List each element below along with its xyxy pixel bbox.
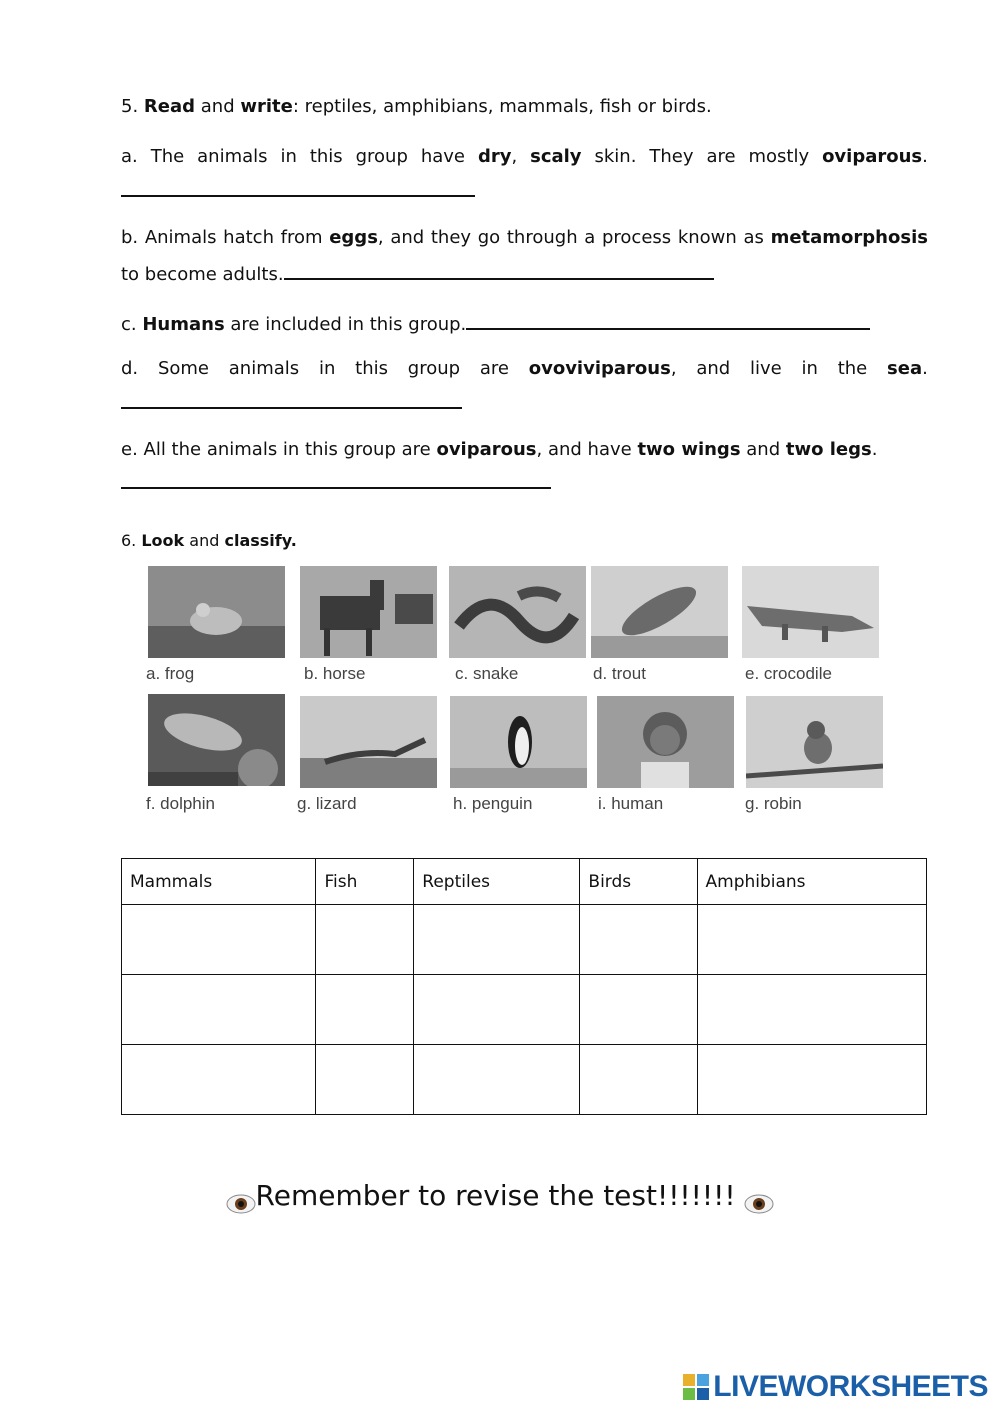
word: skin. bbox=[594, 146, 637, 167]
word: The bbox=[150, 146, 185, 167]
word: a. bbox=[121, 146, 138, 167]
question-number: 6. bbox=[121, 531, 137, 550]
table-cell[interactable] bbox=[580, 905, 697, 975]
table-cell[interactable] bbox=[122, 1045, 316, 1115]
table-cell[interactable] bbox=[697, 1045, 927, 1115]
snake-photo bbox=[449, 566, 586, 658]
answer-blank-c[interactable] bbox=[466, 308, 870, 330]
word: in bbox=[318, 358, 336, 379]
word: Animals bbox=[144, 227, 217, 248]
word: the bbox=[837, 358, 868, 379]
question-text: are included in this group. bbox=[224, 314, 467, 335]
keyword-two-wings: two wings bbox=[637, 439, 741, 460]
question-5e bbox=[121, 438, 877, 462]
trout-photo bbox=[591, 566, 728, 658]
instruction-and: and bbox=[200, 96, 235, 117]
table-cell[interactable] bbox=[580, 1045, 697, 1115]
table-cell[interactable] bbox=[316, 1045, 414, 1115]
question-number: 5. bbox=[121, 96, 139, 117]
keyword-ovoviviparous: ovoviviparous bbox=[528, 358, 671, 379]
word: group bbox=[407, 358, 461, 379]
instruction-and: and bbox=[189, 531, 220, 550]
table-cell[interactable] bbox=[316, 975, 414, 1045]
instruction-write: write bbox=[240, 96, 293, 117]
question-5a bbox=[121, 145, 928, 169]
word: . bbox=[922, 358, 928, 379]
instruction-look: Look bbox=[141, 531, 185, 550]
animal-caption: i. human bbox=[598, 794, 664, 813]
table-header-mammals: Mammals bbox=[122, 859, 316, 905]
word: live bbox=[749, 358, 782, 379]
question-5b bbox=[121, 226, 928, 250]
word: b. bbox=[121, 227, 139, 248]
question-text: . bbox=[871, 439, 878, 460]
question-text: and bbox=[740, 439, 786, 460]
question-5d bbox=[121, 357, 928, 381]
dolphin-photo bbox=[148, 694, 285, 786]
word: animals bbox=[197, 146, 268, 167]
word: , bbox=[670, 358, 677, 379]
animal-caption: b. horse bbox=[304, 664, 366, 683]
frog-photo bbox=[148, 566, 285, 658]
word: and bbox=[696, 358, 731, 379]
question-5b-line2 bbox=[121, 258, 714, 287]
animal-caption: g. lizard bbox=[297, 794, 357, 813]
table-header-reptiles: Reptiles bbox=[414, 859, 580, 905]
animal-caption: c. snake bbox=[455, 664, 519, 683]
table-row bbox=[122, 975, 927, 1045]
reminder-text: Remember to revise the test!!!!!!! bbox=[255, 1179, 736, 1212]
word: mostly bbox=[748, 146, 810, 167]
word: are bbox=[479, 358, 509, 379]
animal-caption: h. penguin bbox=[453, 794, 533, 813]
answer-blank-e[interactable] bbox=[121, 487, 551, 489]
word: go bbox=[477, 227, 501, 248]
eye-icon bbox=[744, 1186, 774, 1208]
answer-blank-d[interactable] bbox=[121, 407, 462, 409]
word: Some bbox=[157, 358, 209, 379]
penguin-photo bbox=[450, 696, 587, 788]
animal-caption: g. robin bbox=[745, 794, 802, 813]
table-cell[interactable] bbox=[414, 975, 580, 1045]
keyword-metamorphosis: metamorphosis bbox=[770, 227, 928, 248]
instruction-options: : reptiles, amphibians, mammals, fish or birds. bbox=[292, 96, 712, 117]
reminder-line bbox=[0, 1176, 1000, 1216]
table-cell[interactable] bbox=[580, 975, 697, 1045]
word: hatch bbox=[223, 227, 274, 248]
word: have bbox=[420, 146, 465, 167]
table-header-fish: Fish bbox=[316, 859, 414, 905]
table-row bbox=[122, 1045, 927, 1115]
instruction-classify: classify. bbox=[224, 531, 297, 550]
question-text: , and have bbox=[536, 439, 638, 460]
word: they bbox=[430, 227, 472, 248]
animal-caption: a. frog bbox=[146, 664, 195, 683]
instruction-read: Read bbox=[143, 96, 196, 117]
word: . bbox=[922, 146, 928, 167]
word: this bbox=[355, 358, 388, 379]
word: through bbox=[506, 227, 578, 248]
word: and bbox=[390, 227, 425, 248]
question-6-heading bbox=[121, 530, 297, 552]
keyword-sea: sea bbox=[887, 358, 923, 379]
keyword-two-legs: two legs bbox=[785, 439, 872, 460]
table-cell[interactable] bbox=[122, 905, 316, 975]
table-cell[interactable] bbox=[697, 905, 927, 975]
question-text: to become adults. bbox=[121, 264, 284, 285]
table-cell[interactable] bbox=[697, 975, 927, 1045]
table-cell[interactable] bbox=[414, 905, 580, 975]
table-header-row bbox=[122, 859, 927, 905]
human-photo bbox=[597, 696, 734, 788]
answer-blank-b[interactable] bbox=[284, 258, 714, 280]
word: in bbox=[280, 146, 297, 167]
classification-table bbox=[121, 858, 927, 1115]
keyword-scaly: scaly bbox=[530, 146, 582, 167]
word: d. bbox=[121, 358, 139, 379]
word: this bbox=[309, 146, 343, 167]
word: group bbox=[355, 146, 408, 167]
keyword-oviparous: oviparous bbox=[822, 146, 923, 167]
word: are bbox=[706, 146, 736, 167]
word: from bbox=[280, 227, 323, 248]
keyword-oviparous: oviparous bbox=[436, 439, 537, 460]
word: as bbox=[743, 227, 764, 248]
word: in bbox=[801, 358, 818, 379]
keyword-eggs: eggs bbox=[329, 227, 378, 248]
word: animals bbox=[228, 358, 300, 379]
keyword-dry: dry bbox=[477, 146, 512, 167]
lizard-photo bbox=[300, 696, 437, 788]
table-row bbox=[122, 905, 927, 975]
robin-photo bbox=[746, 696, 883, 788]
animal-caption: d. trout bbox=[593, 664, 646, 683]
horse-photo bbox=[300, 566, 437, 658]
word: , bbox=[511, 146, 518, 167]
animal-caption: f. dolphin bbox=[146, 794, 215, 813]
answer-blank-a[interactable] bbox=[121, 195, 475, 197]
word: a bbox=[584, 227, 596, 248]
word: process bbox=[601, 227, 672, 248]
liveworksheets-logo bbox=[683, 1370, 988, 1404]
animal-caption: e. crocodile bbox=[745, 664, 832, 683]
keyword-humans: Humans bbox=[142, 314, 225, 335]
logo-mark-icon bbox=[683, 1374, 709, 1400]
logo-text: LIVEWORKSHEETS bbox=[713, 1370, 988, 1403]
word: known bbox=[677, 227, 737, 248]
table-header-amphibians: Amphibians bbox=[697, 859, 927, 905]
table-header-birds: Birds bbox=[580, 859, 697, 905]
table-cell[interactable] bbox=[414, 1045, 580, 1115]
table-cell[interactable] bbox=[316, 905, 414, 975]
question-5c bbox=[121, 308, 870, 337]
word: They bbox=[649, 146, 694, 167]
crocodile-photo bbox=[742, 566, 879, 658]
question-text: e. All the animals in this group are bbox=[121, 439, 437, 460]
question-text: c. bbox=[121, 314, 143, 335]
eye-icon bbox=[226, 1186, 256, 1208]
question-5-heading bbox=[121, 95, 712, 119]
word: , bbox=[377, 227, 384, 248]
table-cell[interactable] bbox=[122, 975, 316, 1045]
